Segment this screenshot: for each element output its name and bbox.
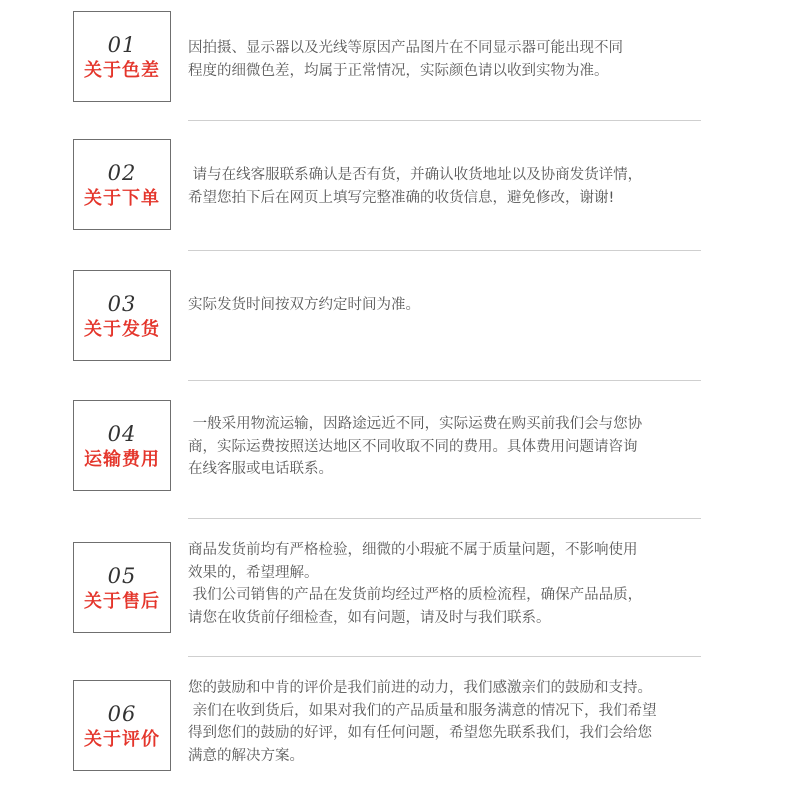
divider <box>188 250 701 251</box>
text-line: 希望您拍下后在网页上填写完整准确的收货信息，避免修改，谢谢! <box>188 189 615 206</box>
text-line: 因拍摄、显示器以及光线等原因产品图片在不同显示器可能出现不同 <box>188 40 623 56</box>
divider <box>188 380 701 381</box>
divider <box>188 518 701 519</box>
section-title: 关于色差 <box>84 60 160 81</box>
text-line: 请您在收货前仔细检查，如有问题，请及时与我们联系。 <box>188 609 551 626</box>
section-badge <box>73 139 171 230</box>
section-number: 02 <box>107 161 137 185</box>
section-text <box>188 413 718 481</box>
section-title: 关于发货 <box>84 319 160 340</box>
section-badge <box>73 11 171 102</box>
section-badge <box>73 400 171 491</box>
section-text <box>188 37 718 82</box>
section-text <box>188 164 718 209</box>
section-text <box>188 539 718 629</box>
section-number: 01 <box>107 33 137 57</box>
divider <box>188 120 701 121</box>
text-line: 程度的细微色差，均属于正常情况，实际颜色请以收到实物为准。 <box>188 62 609 79</box>
section-title: 关于评价 <box>84 729 160 750</box>
divider <box>188 656 701 657</box>
section-number: 03 <box>107 292 137 316</box>
section-number: 05 <box>107 564 137 588</box>
section-badge <box>73 542 171 633</box>
section-badge <box>73 680 171 771</box>
text-line: 得到您们的鼓励的好评，如有任何问题，希望您先联系我们，我们会给您 <box>188 725 652 741</box>
section-badge <box>73 270 171 361</box>
text-line: 一般采用物流运输，因路途远近不同，实际运费在购买前我们会与您协 <box>188 416 643 432</box>
section-title: 关于下单 <box>84 188 160 209</box>
text-line: 我们公司销售的产品在发货前均经过严格的质检流程，确保产品品质， <box>188 587 643 603</box>
text-line: 亲们在收到货后，如果对我们的产品质量和服务满意的情况下，我们希望 <box>188 702 657 719</box>
section-title: 关于售后 <box>84 591 160 612</box>
section-number: 06 <box>107 702 137 726</box>
section-text <box>188 677 718 767</box>
text-line: 满意的解决方案。 <box>188 747 304 764</box>
text-line: 商，实际运费按照送达地区不同收取不同的费用。具体费用问题请咨询 <box>188 438 638 455</box>
section-number: 04 <box>107 422 137 446</box>
section-title: 运输费用 <box>84 449 160 470</box>
text-line: 效果的，希望理解。 <box>188 564 319 581</box>
text-line: 商品发货前均有严格检验，细微的小瑕疵不属于质量问题，不影响使用 <box>188 542 638 558</box>
text-line: 实际发货时间按双方约定时间为准。 <box>188 297 420 313</box>
section-text <box>188 294 718 317</box>
text-line: 在线客服或电话联系。 <box>188 461 333 477</box>
text-line: 您的鼓励和中肯的评价是我们前进的动力，我们感激亲们的鼓励和支持。 <box>188 680 652 696</box>
text-line: 请与在线客服联系确认是否有货，并确认收货地址以及协商发货详情， <box>188 167 643 183</box>
